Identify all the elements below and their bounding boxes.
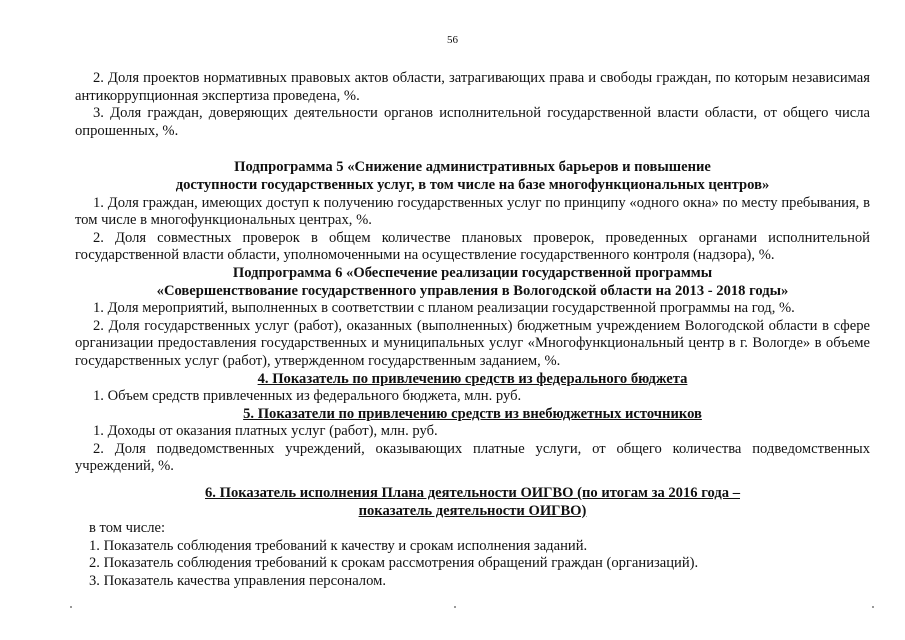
subprogram5-title-line2: доступности государственных услуг, в том числе на базе многофункциональных центров» [175,176,770,193]
paragraph-subprogram5-item2: 2. Доля совместных проверок в общем количестве плановых проверок, проведенных органами исполнительной государственной власти области, уполномоченными на осуществление государственного контроля (надзора), %. [75,229,870,264]
paragraph-section5-item1: 1. Доходы от оказания платных услуг (работ), млн. руб. [93,423,438,440]
paragraph-section4-item1: 1. Объем средств привлеченных из федерального бюджета, млн. руб. [93,388,522,405]
page-number: 56 [447,34,458,46]
section5-title: 5. Показатели по привлечению средств из внебюджетных источников [243,405,702,422]
subprogram6-title-line2: «Совершенствование государственного управления в Вологодской области на 2013 - 2018 годы» [156,282,789,299]
subprogram6-title-line1: Подпрограмма 6 «Обеспечение реализации государственной программы [232,264,713,281]
section6-title-line2: показатель деятельности ОИГВО) [358,502,587,519]
spacer [75,476,870,485]
paragraph-subprogram6-item2: 2. Доля государственных услуг (работ), оказанных (выполненных) бюджетным учреждением Вологодской области в сфере организации предоставления государственных и муниципальных услуг «Многофункциональный центр в г. Вологде» в объеме государственных услуг (работ), утвержденном государственным заданием, %. [75,317,870,369]
scan-speck [454,606,456,608]
scan-speck [70,606,72,608]
paragraph-subprogram5-item1: 1. Доля граждан, имеющих доступ к получению государственных услуг по принципу «одного окна» по месту пребывания, в том числе в многофункциональных центрах, %. [75,194,870,229]
paragraph-block1-item3: 3. Доля граждан, доверяющих деятельности органов исполнительной государственной власти области, от общего числа опрошенных, %. [75,105,870,139]
document-body [75,70,870,591]
section4-title: 4. Показатель по привлечению средств из федерального бюджета [257,370,688,387]
list-item-section6-item2: 2. Показатель соблюдения требований к срокам рассмотрения обращений граждан (организаций). [89,555,699,572]
list-item-section6-item1: 1. Показатель соблюдения требований к качеству и срокам исполнения заданий. [89,537,588,554]
subprogram5-title-line1: Подпрограмма 5 «Снижение административных барьеров и повышение [234,159,711,176]
list-item-section6-item3: 3. Показатель качества управления персоналом. [89,573,386,590]
paragraph-section5-item2: 2. Доля подведомственных учреждений, оказывающих платные услуги, от общего количества подведомственных учреждений, %. [75,440,870,475]
spacer [75,140,870,159]
paragraph-subprogram6-item1: 1. Доля мероприятий, выполненных в соответствии с планом реализации государственной программы на год, %. [93,300,795,317]
section6-intro: в том числе: [89,520,166,537]
section6-title-line1: 6. Показатель исполнения Плана деятельности ОИГВО (по итогам за 2016 года – [205,485,740,502]
scan-speck [872,606,874,608]
paragraph-block1-item2: 2. Доля проектов нормативных правовых актов области, затрагивающих права и свободы граждан, по которым независимая антикоррупционная экспертиза проведена, %. [75,70,870,104]
